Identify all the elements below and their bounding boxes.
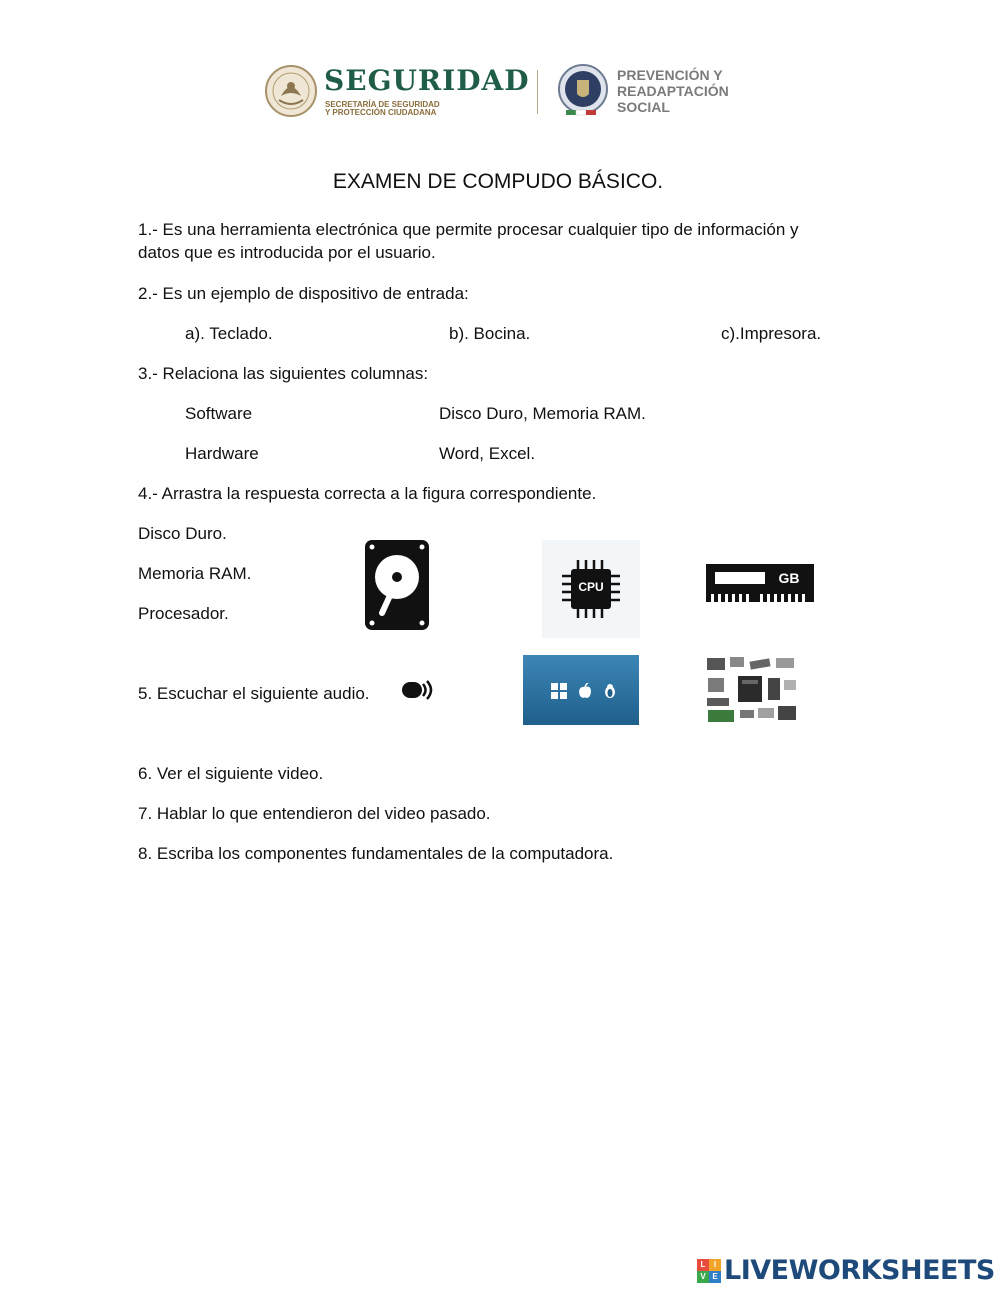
- seguridad-subtitle-2: Y PROTECCIÓN CIUDADANA: [325, 108, 437, 117]
- badge-letter-e: E: [709, 1271, 721, 1283]
- seguridad-subtitle-1: SECRETARÍA DE SEGURIDAD: [325, 100, 440, 109]
- badge-letter-i: I: [709, 1259, 721, 1271]
- ram-drop-zone[interactable]: [705, 562, 815, 604]
- cpu-drop-zone[interactable]: [542, 540, 640, 638]
- question-8: 8. Escriba los componentes fundamentales de la computadora.: [138, 844, 614, 863]
- match-left-hardware[interactable]: Hardware: [185, 444, 259, 463]
- seguridad-title: SEGURIDAD: [324, 64, 530, 97]
- linux-icon: [603, 683, 617, 699]
- match-right-word-excel[interactable]: Word, Excel.: [439, 444, 536, 463]
- question-1-line-2: datos que es introducida por el usuario.: [138, 243, 436, 262]
- page-title: EXAMEN DE COMPUDO BÁSICO.: [332, 170, 664, 193]
- badge-letter-l: L: [697, 1259, 709, 1271]
- option-b[interactable]: b). Bocina.: [449, 324, 531, 343]
- components-collage-icon: [704, 654, 800, 726]
- question-1-line-1: 1.- Es una herramienta electrónica que permite procesar cualquier tipo de información y: [138, 220, 799, 239]
- seguridad-logo: [264, 64, 530, 120]
- operating-systems-image: [523, 655, 639, 725]
- ram-label: GB: [778, 570, 800, 586]
- hard-disk-icon[interactable]: [364, 539, 430, 631]
- drag-answer-procesador[interactable]: Procesador.: [138, 604, 229, 623]
- prevencion-logo: [557, 62, 757, 120]
- badge-letter-v: V: [697, 1271, 709, 1283]
- liveworksheets-logo[interactable]: [697, 1257, 997, 1287]
- drag-answer-memoria-ram[interactable]: Memoria RAM.: [138, 564, 252, 583]
- drag-answer-disco-duro[interactable]: Disco Duro.: [138, 524, 227, 543]
- question-2: 2.- Es un ejemplo de dispositivo de entrada:: [138, 284, 469, 303]
- question-5: 5. Escuchar el siguiente audio.: [138, 684, 370, 703]
- liveworksheets-brand: LIVEWORKSHEETS: [724, 1255, 995, 1286]
- prevencion-line-1: PREVENCIÓN Y: [617, 67, 723, 83]
- windows-icon: [551, 683, 567, 699]
- question-3: 3.- Relaciona las siguientes columnas:: [138, 364, 429, 383]
- option-c[interactable]: c).Impresora.: [721, 324, 822, 343]
- question-4: 4.- Arrastra la respuesta correcta a la figura correspondiente.: [138, 484, 597, 503]
- computer-components-image: [704, 654, 800, 726]
- audio-play-icon[interactable]: [401, 678, 437, 702]
- header-divider: [537, 70, 538, 114]
- mexico-seal-icon: [264, 64, 318, 118]
- prevencion-shield-icon: [557, 62, 611, 118]
- question-6: 6. Ver el siguiente video.: [138, 764, 324, 783]
- question-7: 7. Hablar lo que entendieron del video pasado.: [138, 804, 491, 823]
- prevencion-line-2: READAPTACIÓN: [617, 83, 729, 99]
- match-left-software[interactable]: Software: [185, 404, 253, 423]
- cpu-label: CPU: [578, 580, 604, 594]
- lw-badge-icon: [697, 1259, 721, 1283]
- prevencion-line-3: SOCIAL: [617, 99, 670, 115]
- option-a[interactable]: a). Teclado.: [185, 324, 273, 343]
- match-right-disco-ram[interactable]: Disco Duro, Memoria RAM.: [439, 404, 646, 423]
- apple-icon: [578, 683, 592, 699]
